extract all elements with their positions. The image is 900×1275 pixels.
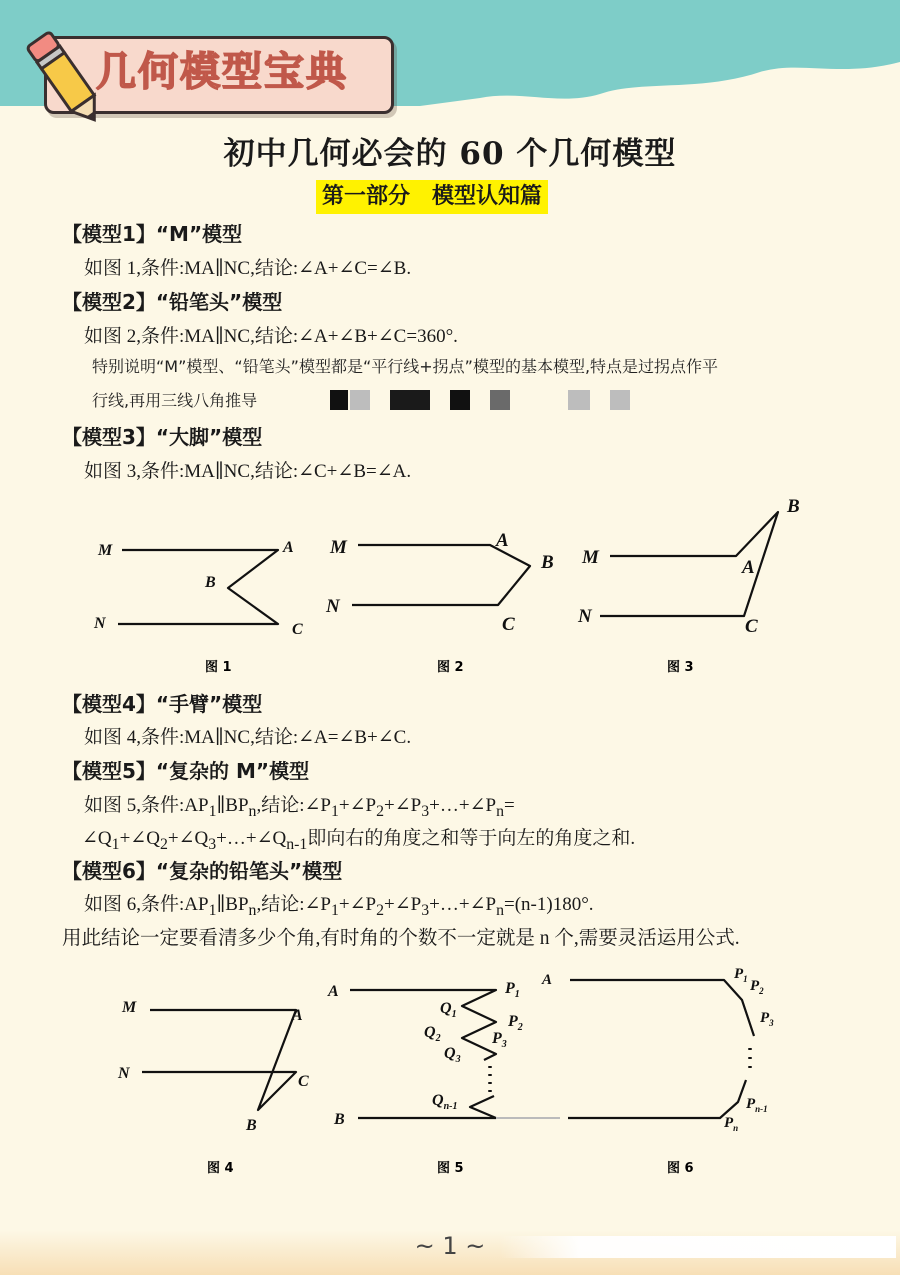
model-5-heading: 【模型5】“复杂的 M”模型 — [62, 759, 310, 783]
fig5-label-q3: $Q_3$ — [444, 1045, 461, 1065]
model-4-text: 如图 4,条件:MA∥NC,结论:∠A=∠B+∠C. — [84, 727, 412, 748]
model-2-text: 如图 2,条件:MA∥NC,结论:∠A+∠B+∠C=360°. — [84, 326, 458, 347]
fig3-label-n: N — [578, 606, 592, 627]
fig6-label-pn1: $P_{n-1}$ — [746, 1096, 768, 1114]
fig5-label-q2: $Q_2$ — [424, 1024, 441, 1044]
fig5-label-a: A — [328, 983, 339, 1000]
fig5-label-q1: $Q_1$ — [440, 1000, 457, 1020]
fig5-label-p1: $P_1$ — [505, 980, 520, 1000]
fig6-bottom — [568, 1080, 746, 1118]
page-number: ~ 1 ~ — [414, 1232, 486, 1260]
fig6-label-p1: $P_1$ — [734, 966, 748, 984]
fig4-label-n: N — [118, 1065, 130, 1082]
fig2-lines — [352, 545, 530, 605]
fig4-label-a: A — [292, 1007, 303, 1024]
fig3-caption: 图 3 — [667, 660, 694, 675]
fig1-caption: 图 1 — [205, 660, 232, 675]
fig3-label-a: A — [742, 557, 755, 578]
fig3-label-m: M — [582, 547, 599, 568]
fig2-caption: 图 2 — [437, 660, 464, 675]
fig2-label-c: C — [502, 614, 515, 635]
fig1-label-b: B — [205, 574, 216, 591]
fig4-label-b: B — [246, 1117, 257, 1134]
model-6-heading: 【模型6】“复杂的铅笔头”模型 — [62, 859, 343, 883]
fig2-label-n: N — [326, 596, 340, 617]
fig5-label-b: B — [334, 1111, 345, 1128]
model-5-text-line-2: $\angle Q_1+\angle Q_2+\angle Q_3+\dots+\angle Q_{n-1}$即向右的角度之和等于向左的角度之和. — [82, 828, 636, 853]
fig6-label-p3: $P_3$ — [760, 1010, 774, 1028]
fig2-label-a: A — [496, 530, 509, 551]
fig1-label-m: M — [98, 542, 113, 559]
watermark-fade — [500, 1236, 896, 1258]
fig5-caption: 图 5 — [437, 1161, 464, 1176]
fig1-label-n: N — [94, 615, 106, 632]
page-title: 初中几何必会的 60 个几何模型 — [223, 136, 677, 172]
fig4-caption: 图 4 — [207, 1161, 234, 1176]
fig4-label-m: M — [122, 999, 137, 1016]
model-6-text-line-1: 如图 6,条件$:AP_1\parallel BP_n$,结论$:\angle P_1+\angle P_2+\angle P_3+\dots+\angle P_n=(n-1)180^\circ$. — [84, 894, 594, 919]
model-2-note-line-1: 特别说明“M”模型、“铅笔头”模型都是“平行线+拐点”模型的基本模型,特点是过拐点作平 — [92, 357, 719, 376]
fig1-label-c: C — [292, 621, 303, 638]
fig6-caption: 图 6 — [667, 1161, 694, 1176]
model-2-heading: 【模型2】“铅笔头”模型 — [62, 290, 283, 314]
fig5-label-p3: $P_3$ — [492, 1030, 507, 1050]
fig6-label-p2: $P_2$ — [750, 978, 764, 996]
fig5-label-p2: $P_2$ — [508, 1013, 523, 1033]
model-1-text: 如图 1,条件:MA∥NC,结论:∠A+∠C=∠B. — [84, 258, 412, 279]
fig5-label-qn1: $Q_{n-1}$ — [432, 1092, 458, 1112]
fig4-label-c: C — [298, 1073, 309, 1090]
fig1-label-a: A — [283, 539, 294, 556]
model-2-note-line-2: 行线,再用三线八角推导 — [92, 391, 258, 410]
model-6-text-line-2: 用此结论一定要看清多少个角,有时角的个数不一定就是 n 个,需要灵活运用公式. — [62, 928, 740, 949]
model-5-text-line-1: 如图 5,条件$:AP_1\parallel BP_n$,结论$:\angle P_1+\angle P_2+\angle P_3+\dots+\angle P_n=$ — [84, 795, 515, 820]
fig5-bottom — [358, 1096, 496, 1118]
model-3-text: 如图 3,条件:MA∥NC,结论:∠C+∠B=∠A. — [84, 461, 412, 482]
part-title: 第一部分 模型认知篇 — [316, 180, 548, 214]
model-4-heading: 【模型4】“手臂”模型 — [62, 692, 263, 716]
fig6-label-a: A — [542, 972, 553, 988]
fig4-lines — [142, 1010, 296, 1110]
model-3-heading: 【模型3】“大脚”模型 — [62, 425, 263, 449]
fig3-label-b: B — [787, 496, 800, 517]
fig2-label-b: B — [541, 552, 554, 573]
fig2-label-m: M — [330, 537, 347, 558]
fig6-label-pn: $P_n$ — [724, 1115, 739, 1133]
fig5-top — [350, 990, 496, 1060]
fig3-label-c: C — [745, 616, 758, 637]
fig1-lines — [118, 550, 278, 624]
model-1-heading: 【模型1】“M”模型 — [62, 222, 243, 246]
fig6-top — [570, 980, 754, 1036]
banner-title: 几何模型宝典 — [96, 49, 348, 95]
